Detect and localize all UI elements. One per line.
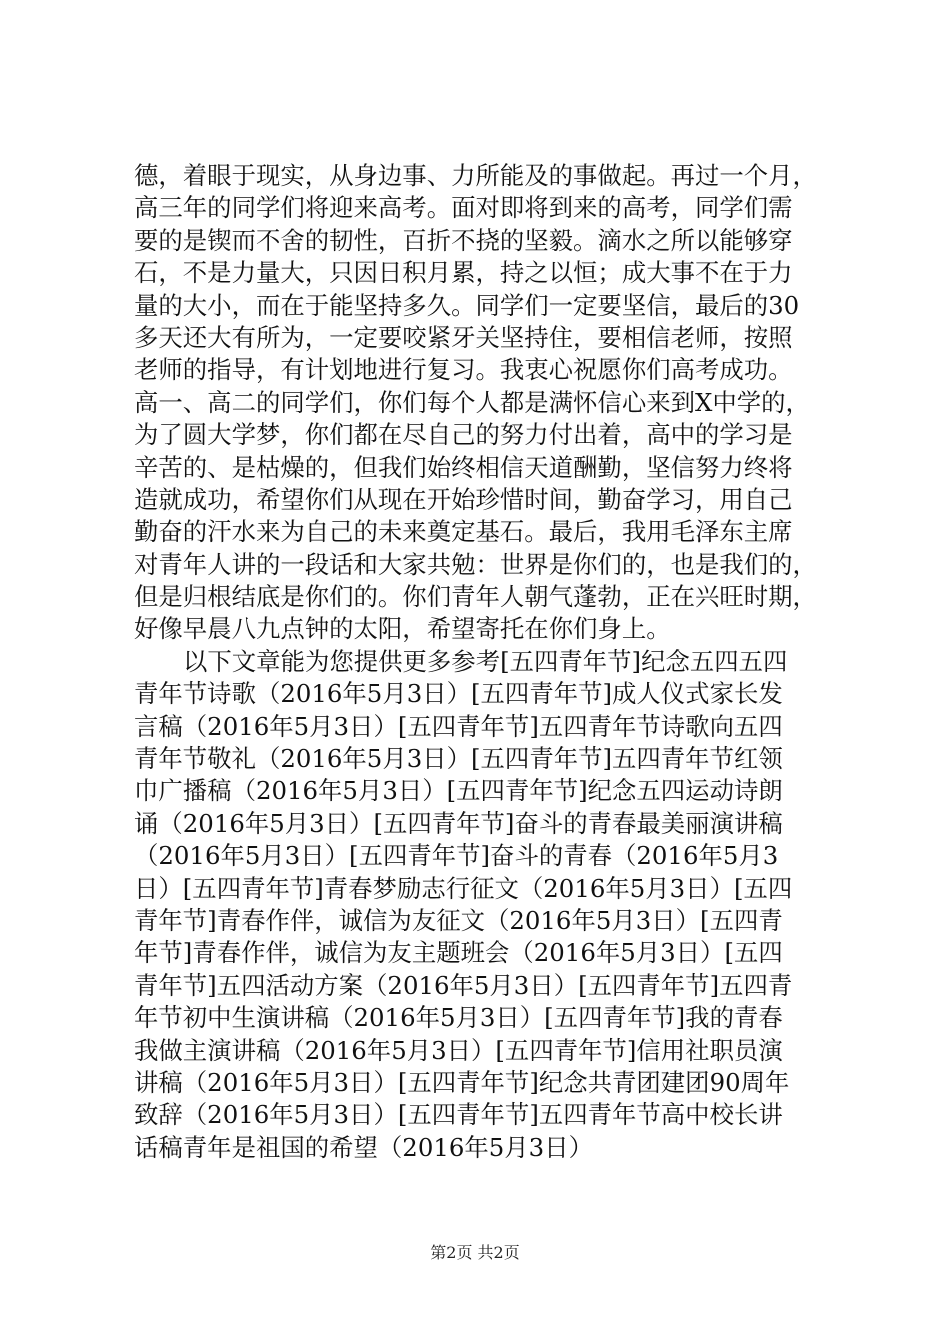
text-line: 多天还大有所为，一定要咬紧牙关坚持住，要相信老师，按照	[134, 322, 793, 352]
text-line: 青年节敬礼（2016年5月3日）[五四青年节]五四青年节红领	[134, 744, 783, 774]
text-line: 致辞（2016年5月3日）[五四青年节]五四青年节高中校长讲	[134, 1100, 783, 1130]
text-line: 量的大小，而在于能坚持多久。同学们一定要坚信，最后的30	[134, 290, 800, 320]
document-body	[134, 160, 834, 1164]
text-line: 日）[五四青年节]青春梦励志行征文（2016年5月3日）[五四	[134, 873, 793, 903]
text-line: 造就成功，希望你们从现在开始珍惜时间，勤奋学习，用自己	[134, 484, 793, 514]
text-line: 巾广播稿（2016年5月3日）[五四青年节]纪念五四运动诗朗	[134, 776, 783, 806]
paragraph-2	[134, 646, 834, 1164]
text-line: 青年节]青春作伴，诚信为友征文（2016年5月3日）[五四青	[134, 905, 783, 935]
text-line: 要的是锲而不舍的韧性，百折不挠的坚毅。滴水之所以能够穿	[134, 225, 793, 255]
text-line: 德，着眼于现实，从身边事、力所能及的事做起。再过一个月，	[134, 161, 817, 190]
text-line: 对青年人讲的一段话和大家共勉：世界是你们的，也是我们的，	[134, 549, 817, 579]
text-line: 高一、高二的同学们，你们每个人都是满怀信心来到X中学的，	[134, 387, 810, 417]
text-line: 言稿（2016年5月3日）[五四青年节]五四青年节诗歌向五四	[134, 711, 783, 741]
text-line: 以下文章能为您提供更多参考[五四青年节]纪念五四五四	[183, 646, 788, 676]
text-line: 青年节]五四活动方案（2016年5月3日）[五四青年节]五四青	[134, 970, 793, 1000]
text-line: 石，不是力量大，只因日积月累，持之以恒；成大事不在于力	[134, 258, 793, 288]
text-line: 年节]青春作伴，诚信为友主题班会（2016年5月3日）[五四	[134, 938, 783, 968]
text-line: 讲稿（2016年5月3日）[五四青年节]纪念共青团建团90周年	[134, 1067, 790, 1097]
text-line: 辛苦的、是枯燥的，但我们始终相信天道酬勤，坚信努力终将	[134, 452, 793, 482]
page-number-footer: 第2页 共2页	[430, 1243, 520, 1262]
text-line: 年节初中生演讲稿（2016年5月3日）[五四青年节]我的青春	[134, 1003, 783, 1033]
text-line: 青年节诗歌（2016年5月3日）[五四青年节]成人仪式家长发	[134, 679, 783, 709]
text-line: 老师的指导，有计划地进行复习。我衷心祝愿你们高考成功。	[134, 355, 793, 385]
text-line: 我做主演讲稿（2016年5月3日）[五四青年节]信用社职员演	[134, 1035, 783, 1065]
text-line: 高三年的同学们将迎来高考。面对即将到来的高考，同学们需	[134, 193, 793, 223]
paragraph-1	[134, 160, 834, 646]
text-line: 话稿青年是祖国的希望（2016年5月3日）	[134, 1132, 593, 1162]
text-line: 但是归根结底是你们的。你们青年人朝气蓬勃，正在兴旺时期，	[134, 582, 817, 612]
text-line: 好像早晨八九点钟的太阳，希望寄托在你们身上。	[134, 614, 671, 644]
text-line: 为了圆大学梦，你们都在尽自己的努力付出着，高中的学习是	[134, 420, 793, 450]
text-line: 勤奋的汗水来为自己的未来奠定基石。最后，我用毛泽东主席	[134, 517, 793, 547]
text-line: （2016年5月3日）[五四青年节]奋斗的青春（2016年5月3	[134, 841, 779, 871]
text-line: 诵（2016年5月3日）[五四青年节]奋斗的青春最美丽演讲稿	[134, 808, 783, 838]
